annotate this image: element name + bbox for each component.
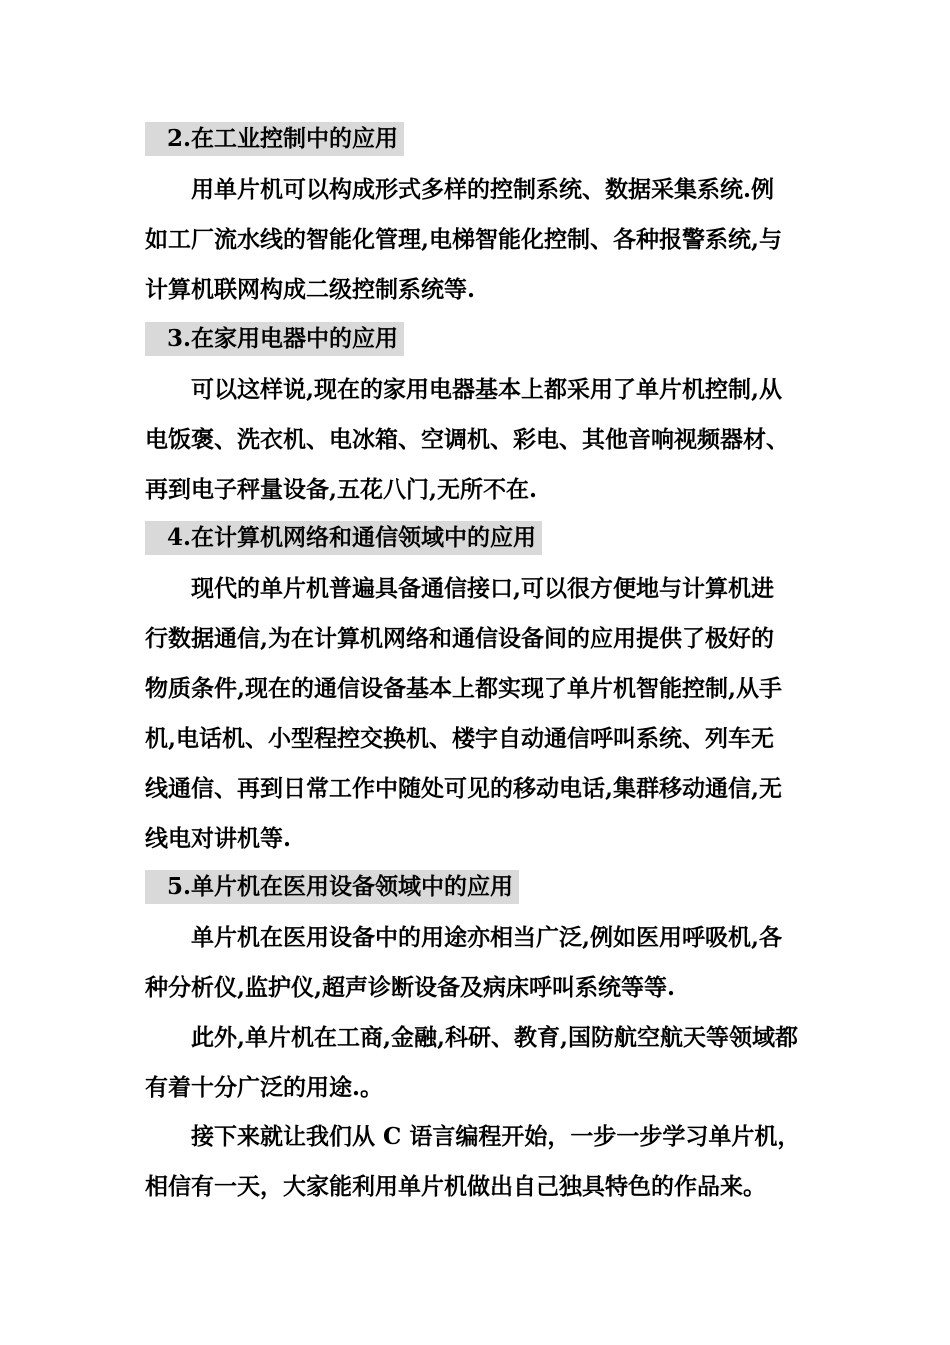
text-line: 如工厂流水线的智能化管理,电梯智能化控制、各种报警系统,与: [145, 226, 783, 253]
text-line: 机,电话机、小型程控交换机、楼宇自动通信呼叫系统、列车无: [145, 725, 775, 752]
section-paragraph-5: [145, 913, 809, 1013]
section-heading-2: 2.在工业控制中的应用: [145, 122, 404, 156]
text-line: 此外,单片机在工商,金融,科研、教育,国防航空航天等领域都: [191, 1024, 799, 1051]
text-line: 可以这样说,现在的家用电器基本上都采用了单片机控制,从: [191, 376, 783, 403]
text-line: 有着十分广泛的用途.。: [145, 1074, 384, 1101]
text-line: 行数据通信,为在计算机网络和通信设备间的应用提供了极好的: [145, 625, 775, 652]
text-line: 单片机在医用设备中的用途亦相当广泛,例如医用呼吸机,各: [191, 924, 783, 951]
text-line: 现代的单片机普遍具备通信接口,可以很方便地与计算机进: [191, 575, 775, 602]
section-heading-4: 4.在计算机网络和通信领域中的应用: [145, 521, 542, 555]
closing-paragraph-1: [145, 1013, 809, 1113]
section-heading-3: 3.在家用电器中的应用: [145, 322, 404, 356]
text-line: 种分析仪,监护仪,超声诊断设备及病床呼叫系统等等.: [145, 974, 676, 1001]
text-line: 用单片机可以构成形式多样的控制系统、数据采集系统.例: [191, 176, 775, 203]
text-line: 电饭褒、洗衣机、电冰箱、空调机、彩电、其他音响视频器材、: [145, 426, 789, 453]
section-paragraph-2: [145, 165, 809, 315]
text-line: 物质条件,现在的通信设备基本上都实现了单片机智能控制,从手: [145, 675, 783, 702]
section-paragraph-3: [145, 365, 809, 515]
closing-paragraph-2: [145, 1112, 809, 1212]
text-line: 相信有一天，大家能利用单片机做出自己独具特色的作品来。: [145, 1173, 766, 1200]
text-line: 线电对讲机等.: [145, 825, 292, 852]
text-line: 接下来就让我们从 C 语言编程开始，一步一步学习单片机，: [191, 1123, 801, 1150]
text-line: 再到电子秤量设备,五花八门,无所不在.: [145, 476, 538, 503]
section-heading-5: 5.单片机在医用设备领域中的应用: [145, 870, 519, 904]
text-line: 线通信、再到日常工作中随处可见的移动电话,集群移动通信,无: [145, 775, 783, 802]
section-paragraph-4: [145, 564, 809, 864]
text-line: 计算机联网构成二级控制系统等.: [145, 276, 476, 303]
